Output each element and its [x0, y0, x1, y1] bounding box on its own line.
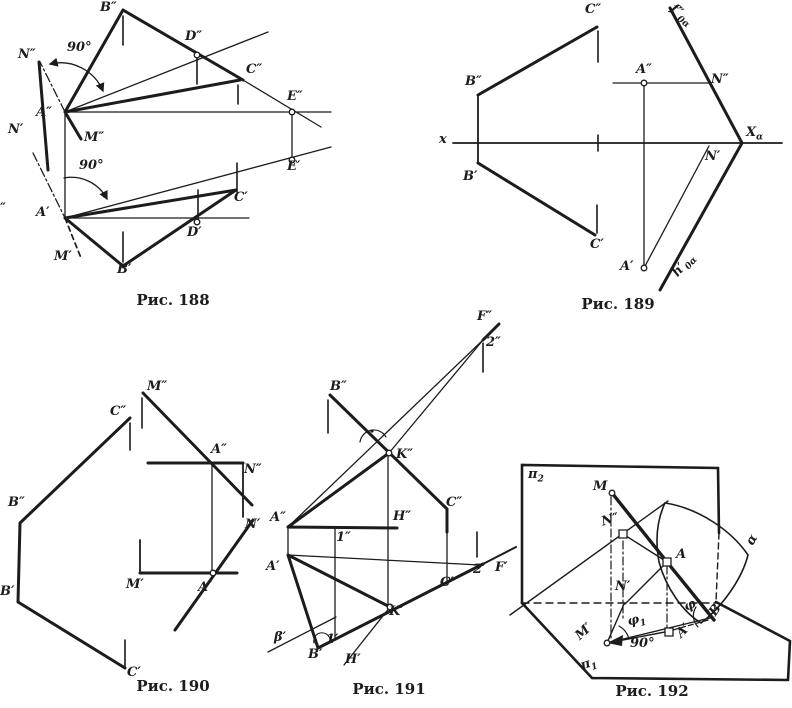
point-label: N′	[245, 517, 261, 532]
point-label: N″	[599, 510, 621, 530]
point-label: 90°	[79, 158, 104, 173]
point-label: 90°	[67, 40, 92, 55]
point-label: A	[676, 547, 687, 562]
point-label: B″	[330, 379, 347, 394]
fig190-linework	[18, 393, 253, 668]
point-label: B′	[0, 584, 15, 599]
point-label: B′	[308, 647, 323, 662]
point-label: 90°	[630, 636, 655, 651]
point-label: D′	[187, 225, 202, 240]
point-label: A′	[198, 580, 212, 595]
point-label: M′	[572, 620, 596, 644]
right-angle-arc-lower	[64, 177, 107, 199]
point-label: H″	[393, 509, 412, 524]
point-label: B″	[465, 74, 482, 89]
point-label: K′	[389, 604, 404, 619]
point-label: ″	[0, 201, 6, 216]
point-label: A″	[211, 442, 227, 457]
point-label: M″	[147, 379, 168, 394]
point-label: 1′	[326, 632, 339, 647]
point-label: α	[743, 531, 762, 548]
figure-caption: Рис. 192	[615, 682, 689, 700]
point-label: E″	[287, 89, 303, 104]
point-label: A′	[673, 620, 694, 641]
point-label: C″	[246, 62, 263, 77]
point-label: N″	[711, 72, 729, 87]
point-label: 2′	[473, 562, 486, 577]
plane-pi1	[522, 602, 790, 680]
point-label: E′	[287, 159, 301, 174]
right-angle-arc-upper	[50, 63, 103, 91]
point-label: $\pi_2$	[528, 467, 544, 485]
angle-arc-phi	[693, 607, 698, 627]
point-label: M′	[54, 249, 72, 264]
point-label: $h'_{0\alpha}$	[669, 255, 700, 280]
point-label: C″	[585, 2, 602, 17]
point-label: C′	[440, 575, 454, 590]
point-label: M	[593, 479, 608, 494]
figure-caption: Рис. 189	[581, 295, 655, 313]
figure-caption: Рис. 191	[352, 680, 426, 698]
point-label: A″	[36, 105, 52, 120]
fig189-linework	[453, 8, 782, 290]
point-label: N′	[8, 122, 24, 137]
point-label: F′	[495, 560, 508, 575]
point-label: B′	[117, 262, 132, 277]
point-label: 2″	[486, 335, 501, 350]
point-label: H′	[345, 652, 361, 667]
point-label: C′	[127, 665, 141, 680]
point-label: x	[439, 132, 447, 147]
point-label: B″	[8, 495, 25, 510]
point-label: φ	[681, 596, 699, 615]
point-label: N″	[244, 462, 262, 477]
point-label: $X_\alpha$	[746, 125, 764, 143]
point-label: β′	[274, 630, 287, 645]
point-label: 1″	[336, 530, 351, 545]
point-label: A′	[620, 259, 634, 274]
point-label: A′	[266, 559, 280, 574]
point-label: M′	[126, 577, 144, 592]
point-label: N″	[18, 47, 36, 62]
fig192-linework	[510, 465, 790, 680]
point-label: K″	[396, 447, 414, 462]
point-label: N′	[615, 579, 631, 594]
figure-caption: Рис. 188	[136, 291, 210, 309]
point-label: N′	[705, 149, 721, 164]
point-label: A″	[636, 62, 652, 77]
point-label: $\pi_1$	[578, 656, 600, 674]
point-label: B′	[463, 169, 478, 184]
fig188-linework	[33, 10, 331, 266]
point-label: C″	[446, 495, 463, 510]
point-label: A″	[270, 510, 286, 525]
point-label: C′	[590, 237, 604, 252]
point-label: A′	[36, 205, 50, 220]
point-label: C″	[110, 404, 127, 419]
point-label: C′	[234, 190, 248, 205]
figure-caption: Рис. 190	[136, 677, 210, 695]
point-label: D″	[185, 29, 203, 44]
point-label: F″	[477, 309, 493, 324]
point-label: B″	[100, 0, 117, 15]
point-label: $f''_{0\alpha}$	[667, 1, 692, 31]
point-label: M″	[84, 130, 105, 145]
point-label: B	[706, 601, 725, 620]
fig191-linework	[268, 324, 516, 665]
point-label: $\varphi_1$	[625, 611, 648, 630]
